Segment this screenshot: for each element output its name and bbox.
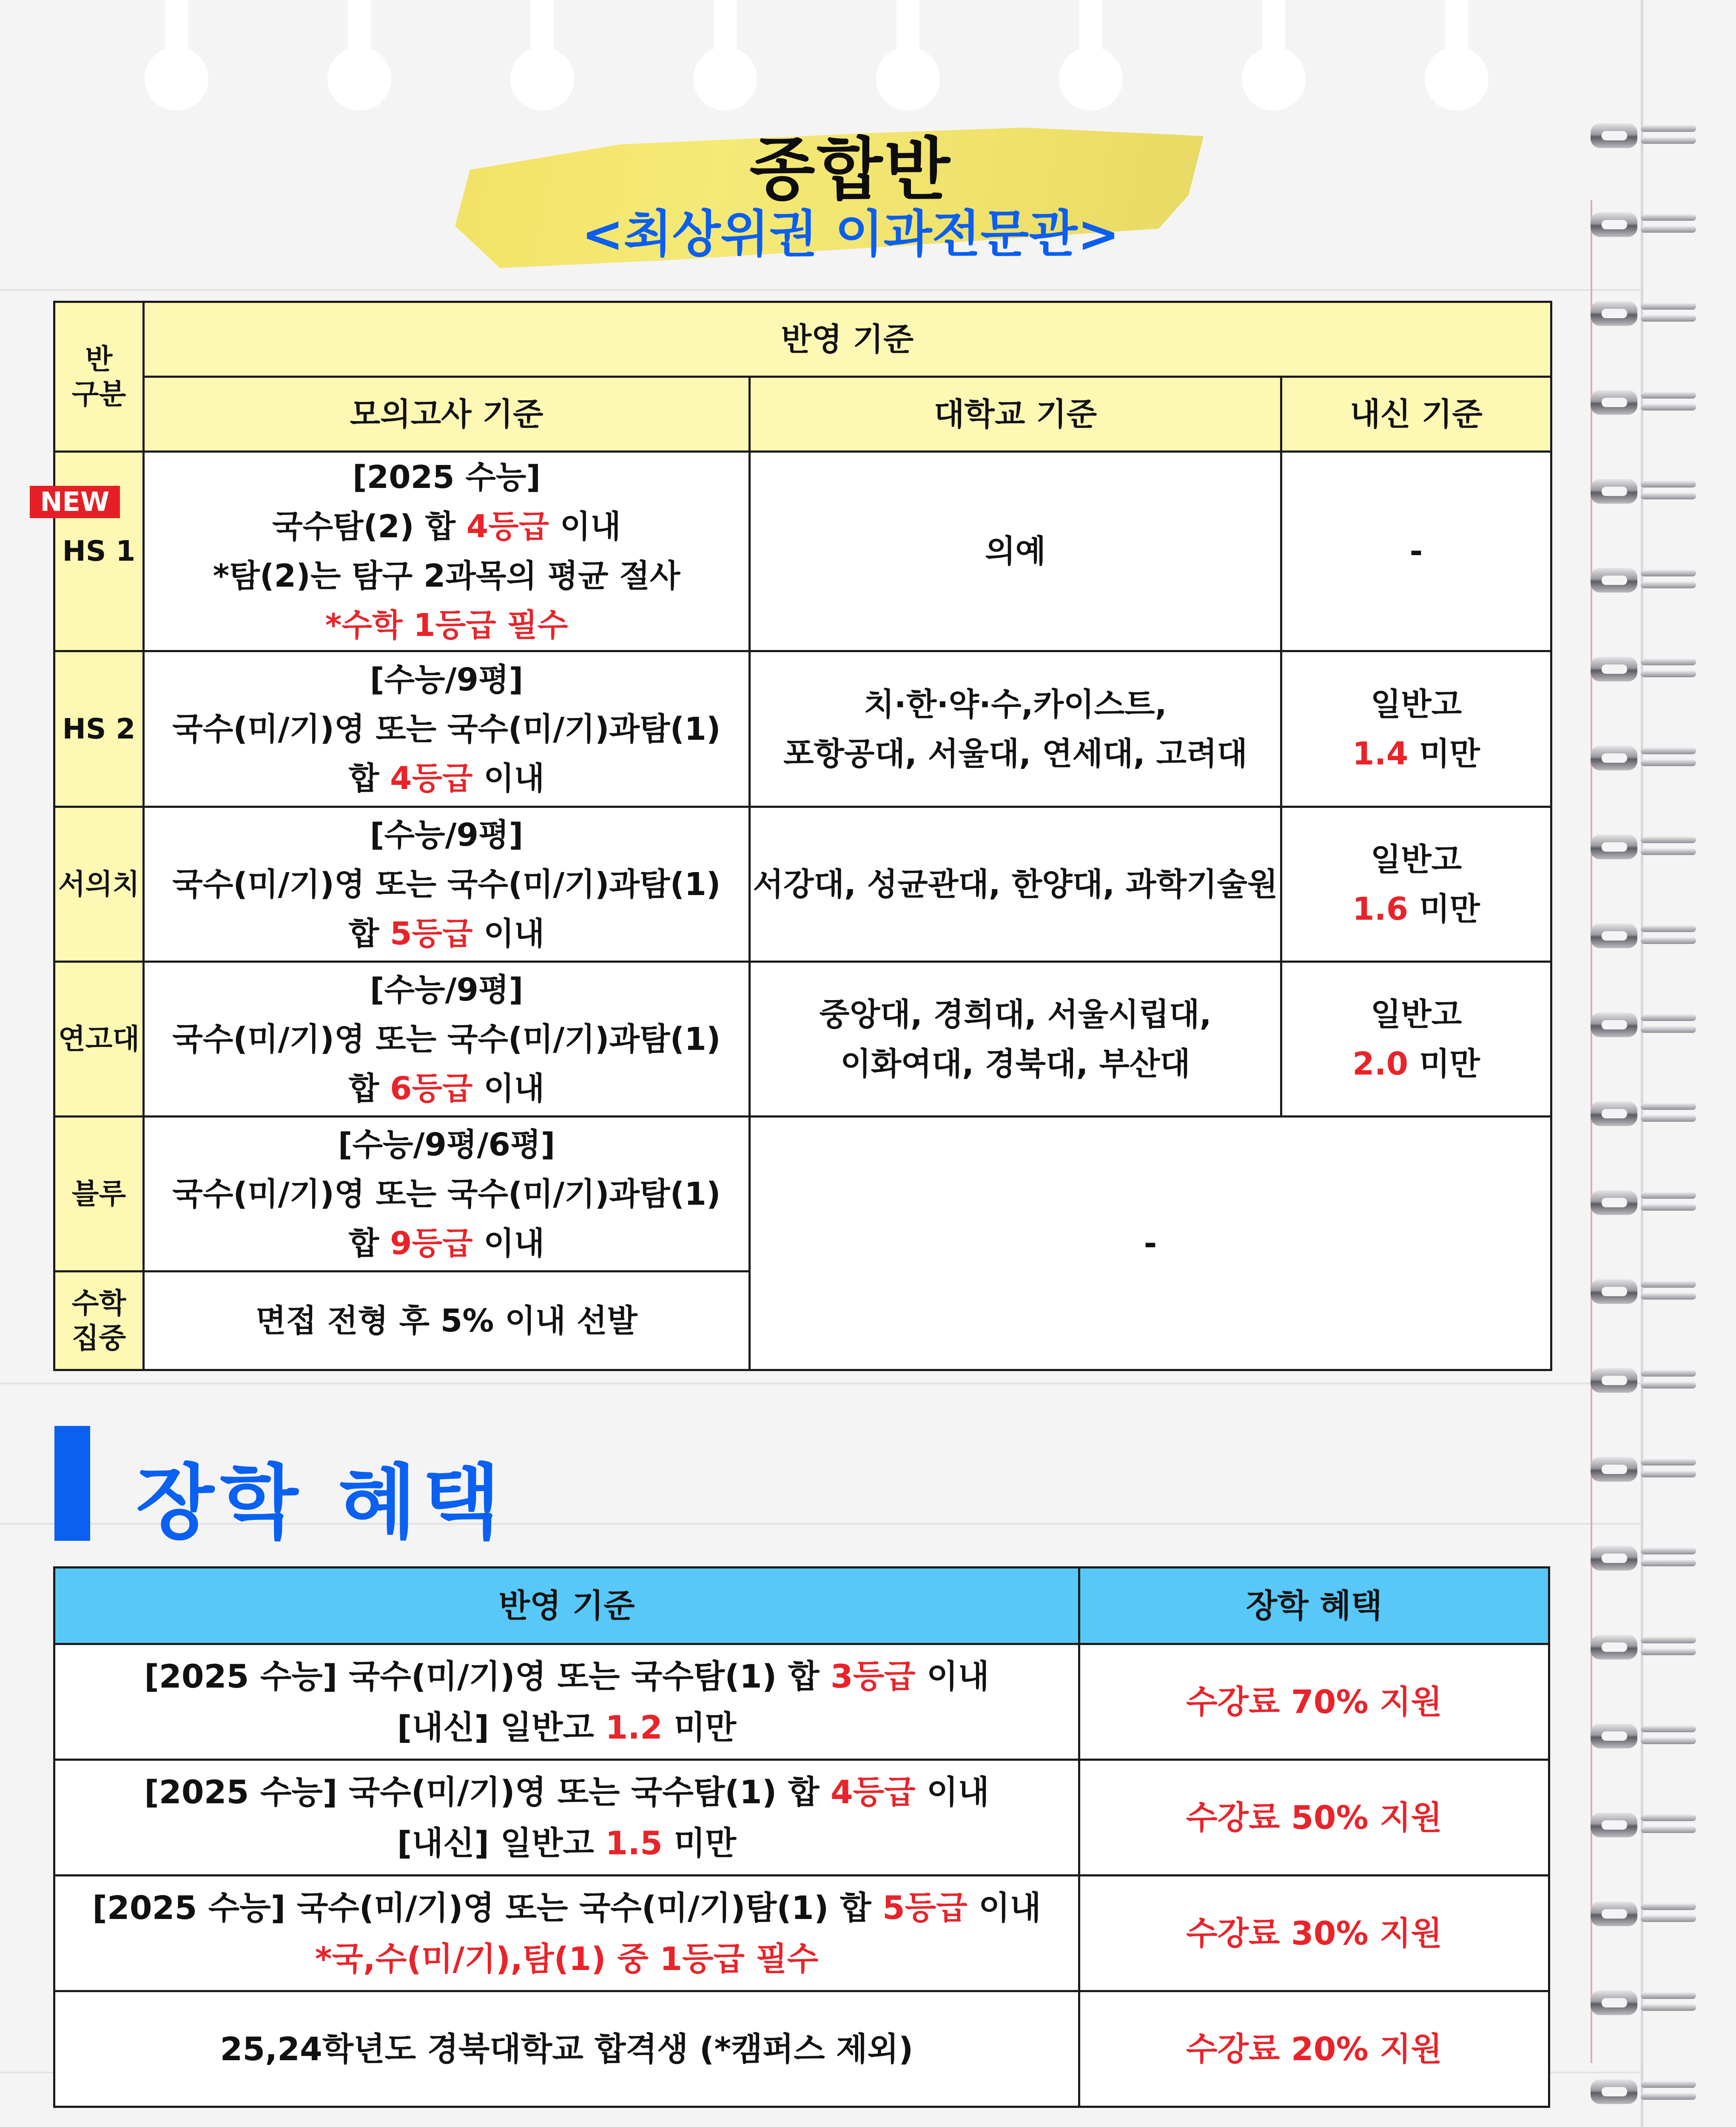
spiral-loop: [1591, 1804, 1701, 1842]
mock-criteria-cell: [수능/9평] 국수(미/기)영 또는 국수(미/기)과탐(1) 합 4등급 이내: [144, 651, 750, 807]
header-benefit: 장학 혜택: [1079, 1568, 1549, 1644]
spiral-loop: [1591, 1626, 1701, 1665]
class-cell: HS 1: [54, 452, 144, 651]
binder-hole: [693, 0, 757, 89]
spiral-loop: [1591, 1982, 1701, 2020]
binder-hole: [876, 0, 940, 89]
binder-hole: [145, 0, 208, 89]
table-row: [54, 962, 1551, 1117]
spiral-loop: [1591, 1004, 1701, 1042]
spiral-loop: [1591, 1448, 1701, 1487]
university-cell: 치·한·약·수,카이스트, 포항공대, 서울대, 연세대, 고려대: [750, 651, 1281, 807]
spiral-loop: [1591, 1093, 1701, 1131]
spiral-loop: [1591, 1893, 1701, 1931]
section-title: 장학 혜택: [136, 1456, 507, 1550]
ruled-line: [0, 1383, 1642, 1384]
table-row: [54, 1117, 1551, 1272]
spiral-loop: [1591, 382, 1701, 420]
spiral-loop: [1591, 1271, 1701, 1309]
class-cell: HS 2: [54, 651, 144, 807]
binder-hole: [510, 0, 574, 89]
table-row: [54, 1991, 1549, 2107]
class-criteria-table: [53, 301, 1552, 1371]
class-cell: 수학 집중: [54, 1272, 144, 1370]
benefit-cell: 수강료 30% 지원: [1079, 1876, 1549, 1991]
spiral-loop: [1591, 115, 1701, 153]
gpa-cell: -: [1281, 452, 1551, 651]
header-gpa: 내신 기준: [1281, 377, 1551, 452]
scholarship-table: [53, 1566, 1550, 2108]
page-title: 종합반: [749, 130, 952, 209]
spiral-loop: [1591, 1537, 1701, 1576]
spiral-loop: [1591, 1715, 1701, 1753]
class-cell: 연고대: [54, 962, 144, 1117]
benefit-cell: 수강료 20% 지원: [1079, 1991, 1549, 2107]
spiral-loop: [1591, 2071, 1701, 2109]
benefit-cell: 수강료 50% 지원: [1079, 1760, 1549, 1876]
new-badge: NEW: [30, 486, 120, 518]
table-row: [54, 452, 1551, 651]
benefit-cell: 수강료 70% 지원: [1079, 1644, 1549, 1760]
criteria-cell: [2025 수능] 국수(미/기)영 또는 국수탐(1) 합 4등급 이내 [내신] 일반고 1.5 미만: [54, 1760, 1079, 1876]
criteria-cell: [2025 수능] 국수(미/기)영 또는 국수(미/기)탐(1) 합 5등급 이내 *국,수(미/기),탐(1) 중 1등급 필수: [54, 1876, 1079, 1991]
header-mock-exam: 모의고사 기준: [144, 377, 750, 452]
merged-empty-cell: -: [750, 1117, 1551, 1370]
criteria-cell: [2025 수능] 국수(미/기)영 또는 국수탐(1) 합 3등급 이내 [내신] 일반고 1.2 미만: [54, 1644, 1079, 1760]
spiral-loop: [1591, 1360, 1701, 1398]
mock-criteria-cell: 면접 전형 후 5% 이내 선발: [144, 1272, 750, 1370]
mock-criteria-cell: [수능/9평] 국수(미/기)영 또는 국수(미/기)과탐(1) 합 6등급 이내: [144, 962, 750, 1117]
spiral-loop: [1591, 204, 1701, 242]
table-row: [54, 651, 1551, 807]
spiral-loop: [1591, 1182, 1701, 1220]
spiral-loop: [1591, 737, 1701, 776]
header-criteria: 반영 기준: [144, 302, 1551, 377]
class-cell: 서의치: [54, 807, 144, 962]
university-cell: 의예: [750, 452, 1281, 651]
spiral-loop: [1591, 559, 1701, 598]
binder-hole: [327, 0, 391, 89]
university-cell: 서강대, 성균관대, 한양대, 과학기술원: [750, 807, 1281, 962]
gpa-cell: 일반고 2.0 미만: [1281, 962, 1551, 1117]
binder-hole: [1242, 0, 1306, 89]
table-row: [54, 1876, 1549, 1991]
binder-hole: [1059, 0, 1123, 89]
header-class: 반 구분: [54, 302, 144, 452]
spiral-loop: [1591, 648, 1701, 687]
header-class-label: 반: [85, 342, 113, 376]
table-row: [54, 1644, 1549, 1760]
binder-hole: [1425, 0, 1488, 89]
mock-criteria-cell: [수능/9평/6평] 국수(미/기)영 또는 국수(미/기)과탐(1) 합 9등급 이내: [144, 1117, 750, 1272]
gpa-cell: 일반고 1.6 미만: [1281, 807, 1551, 962]
spiral-loop: [1591, 293, 1701, 331]
spiral-loop: [1591, 915, 1701, 953]
spiral-loop: [1591, 470, 1701, 509]
section-accent-bar: [54, 1426, 90, 1541]
table-row: [54, 807, 1551, 962]
table-row: [54, 1760, 1549, 1876]
header-university: 대학교 기준: [750, 377, 1281, 452]
mock-criteria-cell: [수능/9평] 국수(미/기)영 또는 국수(미/기)과탐(1) 합 5등급 이내: [144, 807, 750, 962]
header-criteria: 반영 기준: [54, 1568, 1079, 1644]
university-cell: 중앙대, 경희대, 서울시립대, 이화여대, 경북대, 부산대: [750, 962, 1281, 1117]
gpa-cell: 일반고 1.4 미만: [1281, 651, 1551, 807]
ruled-line: [0, 289, 1642, 291]
mock-criteria-cell: [2025 수능] 국수탐(2) 합 4등급 이내 *탐(2)는 탐구 2과목의 평균 절사 *수학 1등급 필수: [144, 452, 750, 651]
class-cell: 블루: [54, 1117, 144, 1272]
criteria-cell: 25,24학년도 경북대학교 합격생 (*캠퍼스 제외): [54, 1991, 1079, 2107]
page-subtitle: <최상위권 이과전문관>: [581, 205, 1120, 263]
spiral-loop: [1591, 826, 1701, 864]
